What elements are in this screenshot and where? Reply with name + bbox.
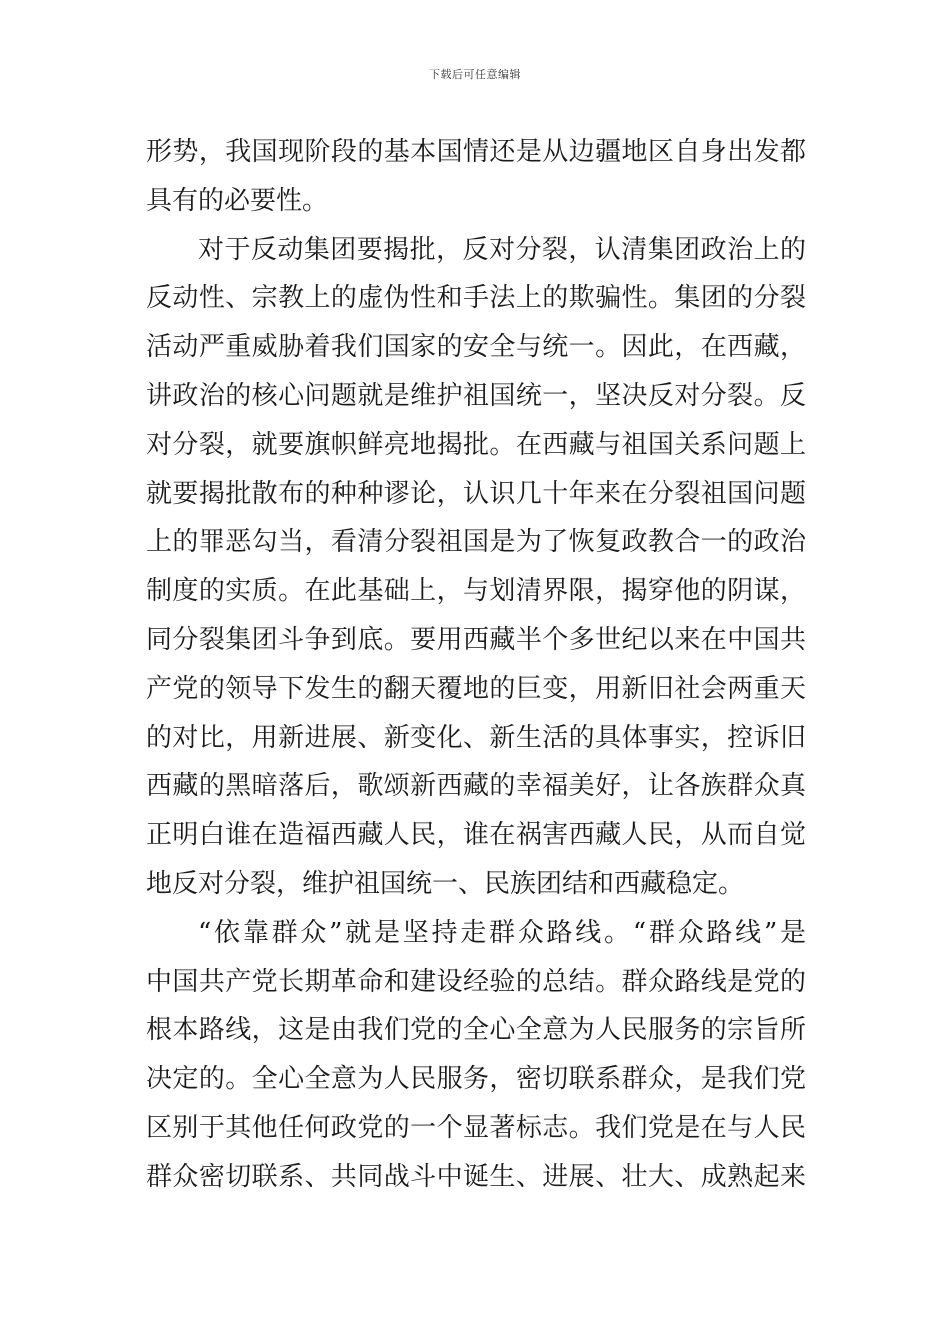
text-line: 的对比，用新进展、新变化、新生活的具体事实，控诉旧 bbox=[146, 722, 806, 753]
text-line: 讲政治的核心问题就是维护祖国统一，坚决反对分裂。反 bbox=[146, 380, 806, 411]
paragraph-start-line: 对于反动集团要揭批，反对分裂，认清集团政治上的 bbox=[198, 234, 806, 265]
text-line: 就要揭批散布的种种谬论，认识几十年来在分裂祖国问题 bbox=[146, 478, 806, 509]
text-line: 反动性、宗教上的虚伪性和手法上的欺骗性。集团的分裂 bbox=[146, 283, 806, 314]
text-line: 根本路线，这是由我们党的全心全意为人民服务的宗旨所 bbox=[146, 1015, 806, 1046]
text-line: 正明白谁在造福西藏人民，谁在祸害西藏人民，从而自觉 bbox=[146, 820, 806, 851]
text-line: 具有的必要性。 bbox=[146, 185, 329, 216]
text-line: 产党的领导下发生的翻天覆地的巨变，用新旧社会两重天 bbox=[146, 673, 806, 704]
paragraph-start-line: “依靠群众”就是坚持走群众路线。“群众路线”是 bbox=[198, 917, 806, 948]
text-line: 对分裂，就要旗帜鲜亮地揭批。在西藏与祖国关系问题上 bbox=[146, 429, 806, 460]
page-header: 下载后可任意编辑 bbox=[429, 68, 521, 81]
text-line: 地反对分裂，维护祖国统一、民族团结和西藏稳定。 bbox=[146, 868, 745, 899]
text-line: 中国共产党长期革命和建设经验的总结。群众路线是党的 bbox=[146, 966, 806, 997]
text-line: 同分裂集团斗争到底。要用西藏半个多世纪以来在中国共 bbox=[146, 624, 806, 655]
text-line: 活动严重威胁着我们国家的安全与统一。因此，在西藏， bbox=[146, 332, 806, 363]
text-line: 形势，我国现阶段的基本国情还是从边疆地区自身出发都 bbox=[146, 137, 806, 167]
text-line: 区别于其他任何政党的一个显著标志。我们党是在与人民 bbox=[146, 1112, 806, 1143]
text-line: 西藏的黑暗落后，歌颂新西藏的幸福美好，让各族群众真 bbox=[146, 771, 806, 802]
text-line: 上的罪恶勾当，看清分裂祖国是为了恢复政教合一的政治 bbox=[146, 527, 806, 558]
text-line: 制度的实质。在此基础上，与划清界限，揭穿他的阴谋， bbox=[146, 576, 806, 607]
document-body bbox=[146, 128, 806, 1202]
text-line: 决定的。全心全意为人民服务，密切联系群众，是我们党 bbox=[146, 1064, 806, 1095]
text-line: 群众密切联系、共同战斗中诞生、进展、壮大、成熟起来 bbox=[146, 1161, 806, 1192]
